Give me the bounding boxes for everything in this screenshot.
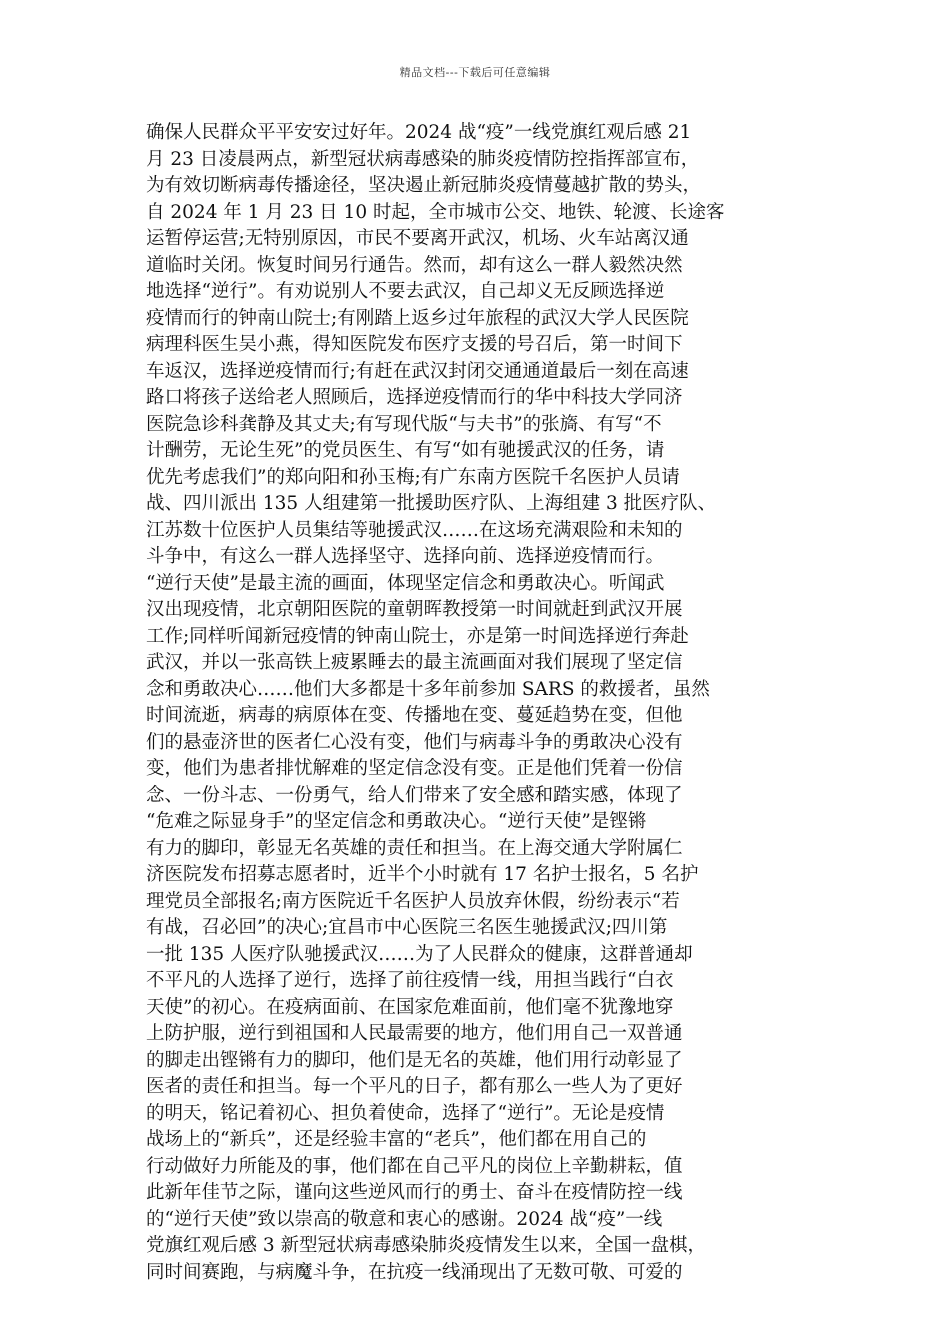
body-line: 路口将孩子送给老人照顾后，选择逆疫情而行的华中科技大学同济 bbox=[146, 387, 683, 408]
body-line: 确保人民群众平平安安过好年。2024 战“疫”一线党旗红观后感 21 bbox=[146, 122, 692, 143]
body-line: 优先考虑我们”的郑向阳和孙玉梅;有广东南方医院千名医护人员请 bbox=[146, 466, 680, 488]
body-line: 党旗红观后感 3 新型冠状病毒感染肺炎疫情发生以来，全国一盘棋， bbox=[146, 1235, 707, 1256]
body-line: 上防护服，逆行到祖国和人民最需要的地方，他们用自己一双普通 bbox=[146, 1023, 683, 1044]
body-line: 车返汉，选择逆疫情而行;有赶在武汉封闭交通通道最后一刻在高速 bbox=[146, 360, 689, 382]
body-line: 月 23 日凌晨两点，新型冠状病毒感染的肺炎疫情防控指挥部宣布， bbox=[146, 148, 700, 170]
document-body bbox=[146, 120, 826, 1286]
body-line: 疫情而行的钟南山院士;有刚踏上返乡过年旅程的武汉大学人民医院 bbox=[146, 307, 689, 329]
body-line: 医院急诊科龚静及其丈夫;有写现代版“与夫书”的张旖、有写“不 bbox=[146, 413, 662, 435]
body-line: 行动做好力所能及的事，他们都在自己平凡的岗位上辛勤耕耘，值 bbox=[146, 1155, 683, 1177]
body-line: 念、一份斗志、一份勇气，给人们带来了安全感和踏实感，体现了 bbox=[146, 784, 683, 806]
body-line: 江苏数十位医护人员集结等驰援武汉……在这场充满艰险和未知的 bbox=[146, 519, 683, 541]
body-line: “危难之际显身手”的坚定信念和勇敢决心。“逆行天使”是铿锵 bbox=[146, 811, 647, 832]
body-line: 的脚走出铿锵有力的脚印，他们是无名的英雄，他们用行动彰显了 bbox=[146, 1049, 683, 1071]
body-line: 的明天，铭记着初心、担负着使命，选择了“逆行”。无论是疫情 bbox=[146, 1102, 665, 1124]
body-line: 的“逆行天使”致以崇高的敬意和衷心的感谢。2024 战“疫”一线 bbox=[146, 1208, 663, 1230]
body-line: 斗争中，有这么一群人选择坚守、选择向前、选择逆疫情而行。 bbox=[146, 546, 665, 567]
body-line: 为有效切断病毒传播途径，坚决遏止新冠肺炎疫情蔓越扩散的势头， bbox=[146, 175, 702, 196]
body-line: 病理科医生吴小燕，得知医院发布医疗支援的号召后，第一时间下 bbox=[146, 334, 683, 355]
page-header: 精品文档---下载后可任意编辑 bbox=[399, 66, 551, 79]
body-line: 地选择“逆行”。有劝说别人不要去武汉，自己却义无反顾选择逆 bbox=[146, 281, 665, 302]
body-line: 此新年佳节之际，谨向这些逆风而行的勇士、奋斗在疫情防控一线 bbox=[146, 1182, 683, 1203]
body-line: 一批 135 人医疗队驰援武汉……为了人民群众的健康，这群普通却 bbox=[146, 943, 693, 965]
body-line: 不平凡的人选择了逆行，选择了前往疫情一线，用担当践行“白衣 bbox=[146, 970, 674, 991]
body-line: 自 2024 年 1 月 23 日 10 时起，全市城市公交、地铁、轮渡、长途客 bbox=[146, 201, 725, 223]
body-line: “逆行天使”是最主流的画面，体现坚定信念和勇敢决心。听闻武 bbox=[146, 572, 665, 594]
body-line: 运暂停运营;无特别原因，市民不要离开武汉，机场、火车站离汉通 bbox=[146, 228, 689, 249]
body-line: 战场上的“新兵”，还是经验丰富的“老兵”，他们都在用自己的 bbox=[146, 1129, 647, 1150]
body-line: 们的悬壶济世的医者仁心没有变，他们与病毒斗争的勇敢决心没有 bbox=[146, 731, 683, 753]
body-line: 道临时关闭。恢复时间另行通告。然而，却有这么一群人毅然决然 bbox=[146, 254, 683, 276]
body-line: 汉出现疫情，北京朝阳医院的童朝晖教授第一时间就赶到武汉开展 bbox=[146, 599, 683, 620]
body-line: 战、四川派出 135 人组建第一批援助医疗队、上海组建 3 批医疗队、 bbox=[146, 493, 717, 514]
body-line: 济医院发布招募志愿者时，近半个小时就有 17 名护士报名，5 名护 bbox=[146, 864, 699, 885]
body-line: 天使”的初心。在疫病面前、在国家危难面前，他们毫不犹豫地穿 bbox=[146, 996, 674, 1018]
body-line: 时间流逝，病毒的病原体在变、传播地在变、蔓延趋势在变，但他 bbox=[146, 705, 683, 726]
body-line: 有战，召必回”的决心;宜昌市中心医院三名医生驰援武汉;四川第 bbox=[146, 917, 668, 938]
body-line: 医者的责任和担当。每一个平凡的日子，都有那么一些人为了更好 bbox=[146, 1076, 683, 1097]
body-line: 同时间赛跑，与病魔斗争，在抗疫一线涌现出了无数可敬、可爱的 bbox=[146, 1261, 683, 1283]
body-line: 工作;同样听闻新冠疫情的钟南山院士，亦是第一时间选择逆行奔赴 bbox=[146, 625, 689, 647]
body-line: 武汉，并以一张高铁上疲累睡去的最主流画面对我们展现了坚定信 bbox=[146, 652, 683, 673]
body-line: 变，他们为患者排忧解难的坚定信念没有变。正是他们凭着一份信 bbox=[146, 758, 683, 779]
body-line: 念和勇敢决心……他们大多都是十多年前参加 SARS 的救援者，虽然 bbox=[146, 678, 710, 700]
body-line: 计酬劳，无论生死”的党员医生、有写“如有驰援武汉的任务，请 bbox=[146, 440, 665, 461]
body-line: 有力的脚印，彰显无名英雄的责任和担当。在上海交通大学附属仁 bbox=[146, 837, 683, 859]
body-line: 理党员全部报名;南方医院近千名医护人员放弃休假，纷纷表示“若 bbox=[146, 890, 680, 912]
